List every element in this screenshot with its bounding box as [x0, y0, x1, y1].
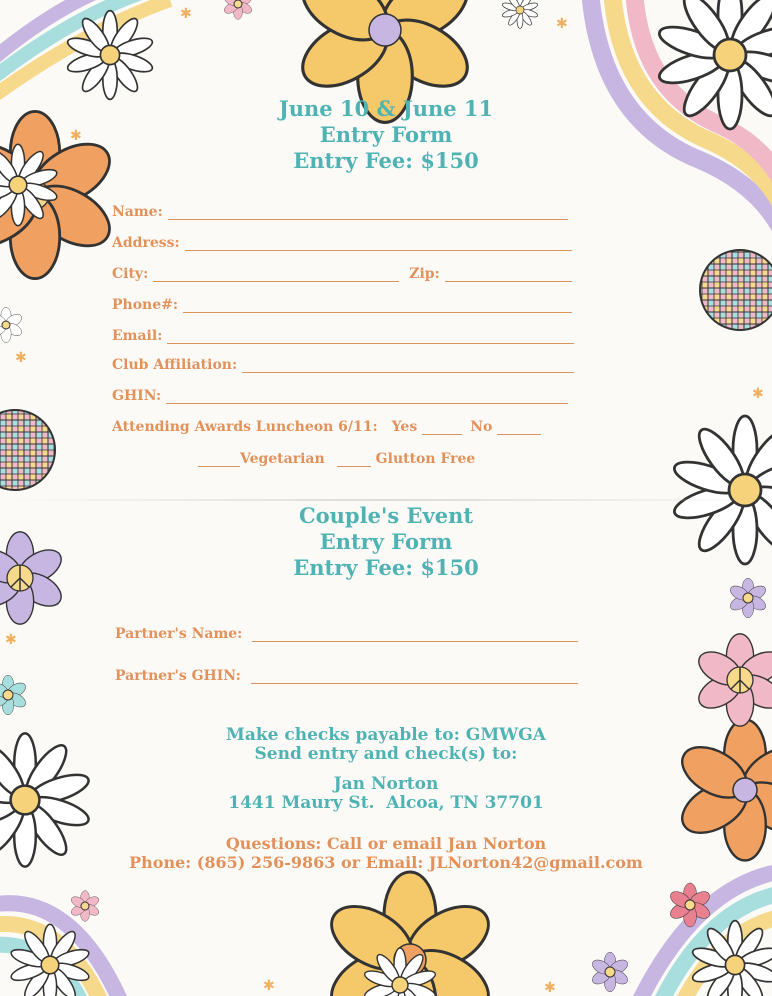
svg-text:✱: ✱ — [263, 978, 275, 994]
city-blank[interactable] — [153, 267, 399, 282]
questions-line: Questions: Call or email Jan Norton — [225, 834, 547, 853]
email-field[interactable] — [112, 328, 574, 344]
email-label: Email: — [112, 328, 163, 344]
luncheon-no-label: No — [470, 419, 493, 435]
luncheon-no-blank[interactable] — [497, 420, 541, 435]
partner-ghin-blank[interactable] — [251, 669, 578, 684]
gluten-free-label: Glutton Free — [375, 451, 476, 467]
payment-instructions — [0, 726, 772, 764]
club-affiliation-blank[interactable] — [242, 358, 574, 373]
club-affiliation-label: Club Affiliation: — [112, 357, 238, 373]
club-affiliation-field[interactable] — [112, 357, 574, 373]
couples-entry-fee: Entry Fee: $150 — [293, 555, 479, 580]
street-address: 1441 Maury St. Alcoa, TN 37701 — [228, 793, 544, 813]
form-heading — [0, 96, 772, 174]
svg-text:✱: ✱ — [180, 6, 192, 22]
meal-options[interactable] — [198, 451, 475, 467]
send-entry-line: Send entry and check(s) to: — [254, 744, 518, 764]
partner-name-label: Partner's Name: — [115, 626, 243, 642]
couples-heading — [0, 503, 772, 581]
svg-text:✱: ✱ — [556, 16, 568, 32]
ghin-blank[interactable] — [166, 389, 568, 404]
address-field[interactable] — [112, 235, 572, 251]
couples-entry-form-title: Entry Form — [319, 529, 453, 554]
name-field[interactable] — [112, 204, 568, 220]
ghin-field[interactable] — [112, 388, 568, 404]
vegetarian-label: Vegetarian — [240, 451, 325, 467]
partner-ghin-label: Partner's GHIN: — [115, 668, 241, 684]
ghin-label: GHIN: — [112, 388, 162, 404]
email-blank[interactable] — [167, 329, 574, 344]
vegetarian-blank[interactable] — [198, 452, 240, 467]
gluten-free-blank[interactable] — [337, 452, 371, 467]
contact-name: Jan Norton — [333, 774, 439, 794]
checks-payable-line: Make checks payable to: GMWGA — [226, 725, 546, 745]
svg-text:✱: ✱ — [15, 350, 27, 366]
luncheon-yes-label: Yes — [391, 419, 418, 435]
luncheon-yes-blank[interactable] — [422, 420, 462, 435]
questions-block — [0, 834, 772, 872]
partner-name-field[interactable] — [115, 626, 578, 642]
partner-name-blank[interactable] — [252, 627, 578, 642]
name-blank[interactable] — [168, 205, 568, 220]
event-dates: June 10 & June 11 — [278, 96, 494, 121]
partner-ghin-field[interactable] — [115, 668, 578, 684]
contact-phone-email: Phone: (865) 256-9863 or Email: JLNorton42@gmail.com — [129, 853, 643, 872]
city-zip-field[interactable] — [112, 266, 572, 282]
zip-label: Zip: — [409, 266, 440, 282]
phone-blank[interactable] — [183, 298, 572, 313]
address-blank[interactable] — [185, 236, 572, 251]
svg-text:✱: ✱ — [544, 980, 556, 996]
svg-text:✱: ✱ — [5, 632, 17, 648]
luncheon-field[interactable] — [112, 419, 541, 435]
city-label: City: — [112, 266, 149, 282]
phone-field[interactable] — [112, 297, 572, 313]
entry-form-title: Entry Form — [319, 122, 453, 147]
address-label: Address: — [112, 235, 180, 251]
svg-text:✱: ✱ — [70, 128, 82, 144]
couples-event-title: Couple's Event — [298, 503, 474, 528]
zip-blank[interactable] — [445, 267, 572, 282]
svg-text:✱: ✱ — [752, 386, 764, 402]
phone-label: Phone#: — [112, 297, 179, 313]
name-label: Name: — [112, 204, 163, 220]
entry-fee: Entry Fee: $150 — [293, 148, 479, 173]
fold-line — [0, 499, 772, 501]
luncheon-label: Attending Awards Luncheon 6/11: — [112, 419, 378, 435]
mailing-address — [0, 775, 772, 813]
